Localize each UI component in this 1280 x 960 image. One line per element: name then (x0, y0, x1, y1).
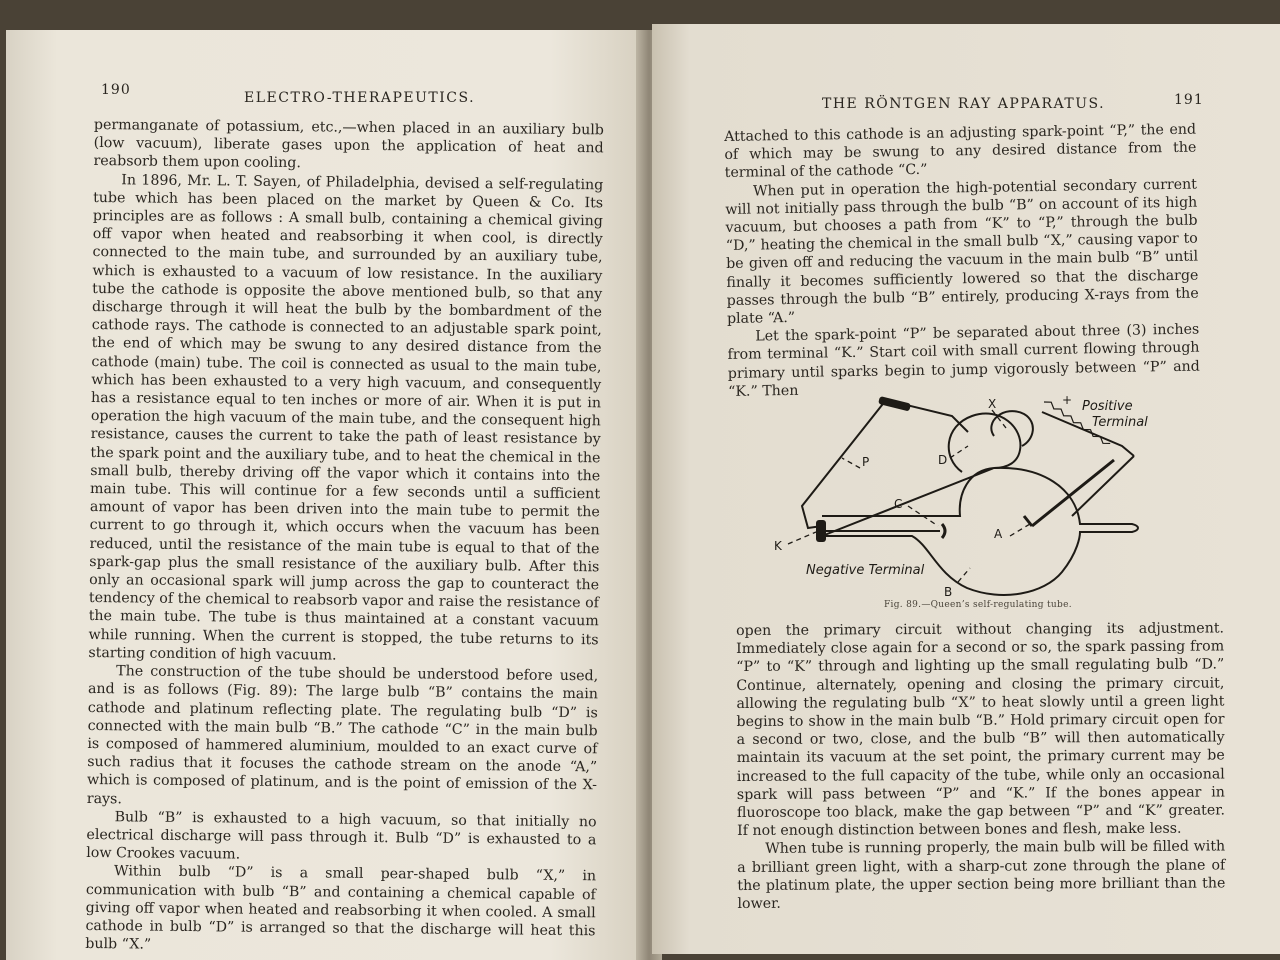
left-page (6, 30, 646, 960)
anode-a (1024, 460, 1114, 526)
label-positive: Positive (1082, 399, 1133, 414)
page-number-right: 191 (1174, 92, 1204, 108)
paragraph: Let the spark-point “P” be separated about three (3) inches from terminal “K.” Start coil with small current flowing through primary until sparks begin to jump vigorously between “P” and “K.” Then (727, 321, 1200, 400)
spark-point-p-wire (802, 400, 886, 528)
page-number-left: 190 (101, 82, 131, 98)
label-k: K (774, 539, 782, 553)
label-b: B (944, 585, 953, 599)
paragraph: The construction of the tube should be understood before used, and is as follows (Fig. 89): The large bulb “B” contains the main cathode and platinum reflecting plate. The regulating bulb “D” is connected with the main bulb “B.” The cathode “C” in the main bulb is composed of hammered aluminium, moulded to an exact curve of such radius that it focuses the cathode stream on the anode “A,” which is composed of platinum, and is the point of emission of the X-rays. (86, 663, 599, 807)
paragraph: When tube is running properly, the main bulb will be filled with a brilliant green light, with a sharp-cut zone through the plane of the platinum plate, the upper section being more brilliant than the lower. (737, 838, 1226, 913)
running-head-left: ELECTRO-THERAPEUTICS. (244, 90, 476, 106)
paragraph: Within bulb “D” is a small pear-shaped bulb “X,” in communication with bulb “B” and containing a chemical capable of giving off vapor when heated and reabsorbing it when cooled. A small cathode in bulb “D” is arranged so that the discharge will heat this bulb “X.” (85, 863, 597, 953)
paragraph: Bulb “B” is exhausted to a high vacuum, so that initially no electrical discharge will pass through it. Bulb “D” is exhausted to a low Crookes vacuum. (86, 808, 597, 863)
paragraph: Attached to this cathode is an adjusting spark-point “P,” the end of which may be swung to any desired distance from the terminal of the cathode “C.” (724, 121, 1197, 182)
label-d: D (938, 453, 948, 467)
right-page-text-top (724, 121, 1200, 401)
right-page-text-bottom (736, 619, 1226, 913)
figure-89-tube-diagram (762, 376, 1182, 600)
paragraph: In 1896, Mr. L. T. Sayen, of Philadelphia, devised a self-regulating tube which has been placed on the market by Queen & Co. Its principles are as follows : A small bulb, containing a chemical giving off vapor when heated and reabsorbing it when cool, is directly connected to the main tube, and surrounded by an auxiliary tube, which is exhausted to a vacuum of low resistance. In the auxiliary tube the cathode is opposite the above mentioned bulb, so that any discharge through it will heat the bulb by the bombardment of the cathode rays. The cathode is connected to an adjustable spark point, the end of which may be swung to any desired distance from the cathode (main) tube. The coil is connected as usual to the main tube, which has been exhausted to a very high vacuum, and consequently has a resistance equal to ten inches or more of air. When it is put in operation the high vacuum of the main tube, and the consequent high resistance, causes the current to take the path of least resistance by the spark point and the auxiliary tube, and to heat the chemical in the small bulb, thereby driving off the vapor which it contains into the main tube. This will continue for a few seconds until a sufficient amount of vapor has been driven into the main tube to permit the current to go through it, which occurs when the vacuum has been reduced, until the resistance of the main tube is equal to that of the spark-gap plus the small resistance of the auxiliary bulb. After this only an occasional spark will jump across the gap to counteract the tendency of the chemical to reabsorb vapor and raise the resistance of the main tube. The tube is thus maintained at a constant vacuum while running. When the current is stopped, the tube returns to its starting condition of high vacuum. (88, 171, 604, 664)
left-page-text (85, 116, 604, 959)
label-a: A (994, 527, 1003, 541)
label-x: X (988, 397, 997, 411)
running-head-right: THE RÖNTGEN RAY APPARATUS. (822, 96, 1106, 112)
cathode-k (816, 520, 826, 542)
label-terminal: Terminal (1092, 415, 1148, 430)
right-page (652, 24, 1280, 954)
bulb-x (991, 411, 1033, 446)
label-p: P (862, 455, 870, 469)
paragraph: When put in operation the high-potential secondary current will not initially pass through the bulb “B” on account of its high vacuum, but chooses a path from “K” to “P,” through the bulb “D,” heating the chemical in the small bulb “X,” causing vapor to be given off and reducing the vacuum in the main bulb “B” until finally it becomes sufficiently lowered so that the discharge passes through the bulb “B” entirely, producing X-rays from the plate “A.” (725, 176, 1199, 328)
tube-diagram (762, 376, 1182, 600)
cathode-c-cup (942, 524, 945, 538)
paragraph: permanganate of potassium, etc.,—when placed in an auxiliary bulb (low vacuum), liberate gases upon the application of heat and reabsorb them upon cooling. (93, 116, 604, 172)
label-c: C (894, 497, 903, 511)
label-negative-terminal: Negative Terminal (806, 563, 925, 578)
figure-caption: Fig. 89.—Queen’s self-regulating tube. (884, 600, 1072, 610)
label-plus: + (1062, 393, 1073, 407)
paragraph: open the primary circuit without changing its adjustment. Immediately close again for a second or so, the spark passing from “P” to “K” through and lighting up the small regulating bulb “D.” Continue, alternately, opening and closing the primary circuit, allowing the regulating bulb “X” to heat slowly until a green light begins to show in the main bulb “B.” Hold primary circuit open for a second or two, close, and the bulb “B” will then automatically maintain its vacuum at the set point, the primary current may be increased to the full capacity of the tube, while only an occasional spark will pass between “P” and “K.” If the bones appear in fluoroscope too black, make the gap between “P” and “K” greater. If not enough distinction between bones and flesh, make less. (736, 620, 1226, 840)
